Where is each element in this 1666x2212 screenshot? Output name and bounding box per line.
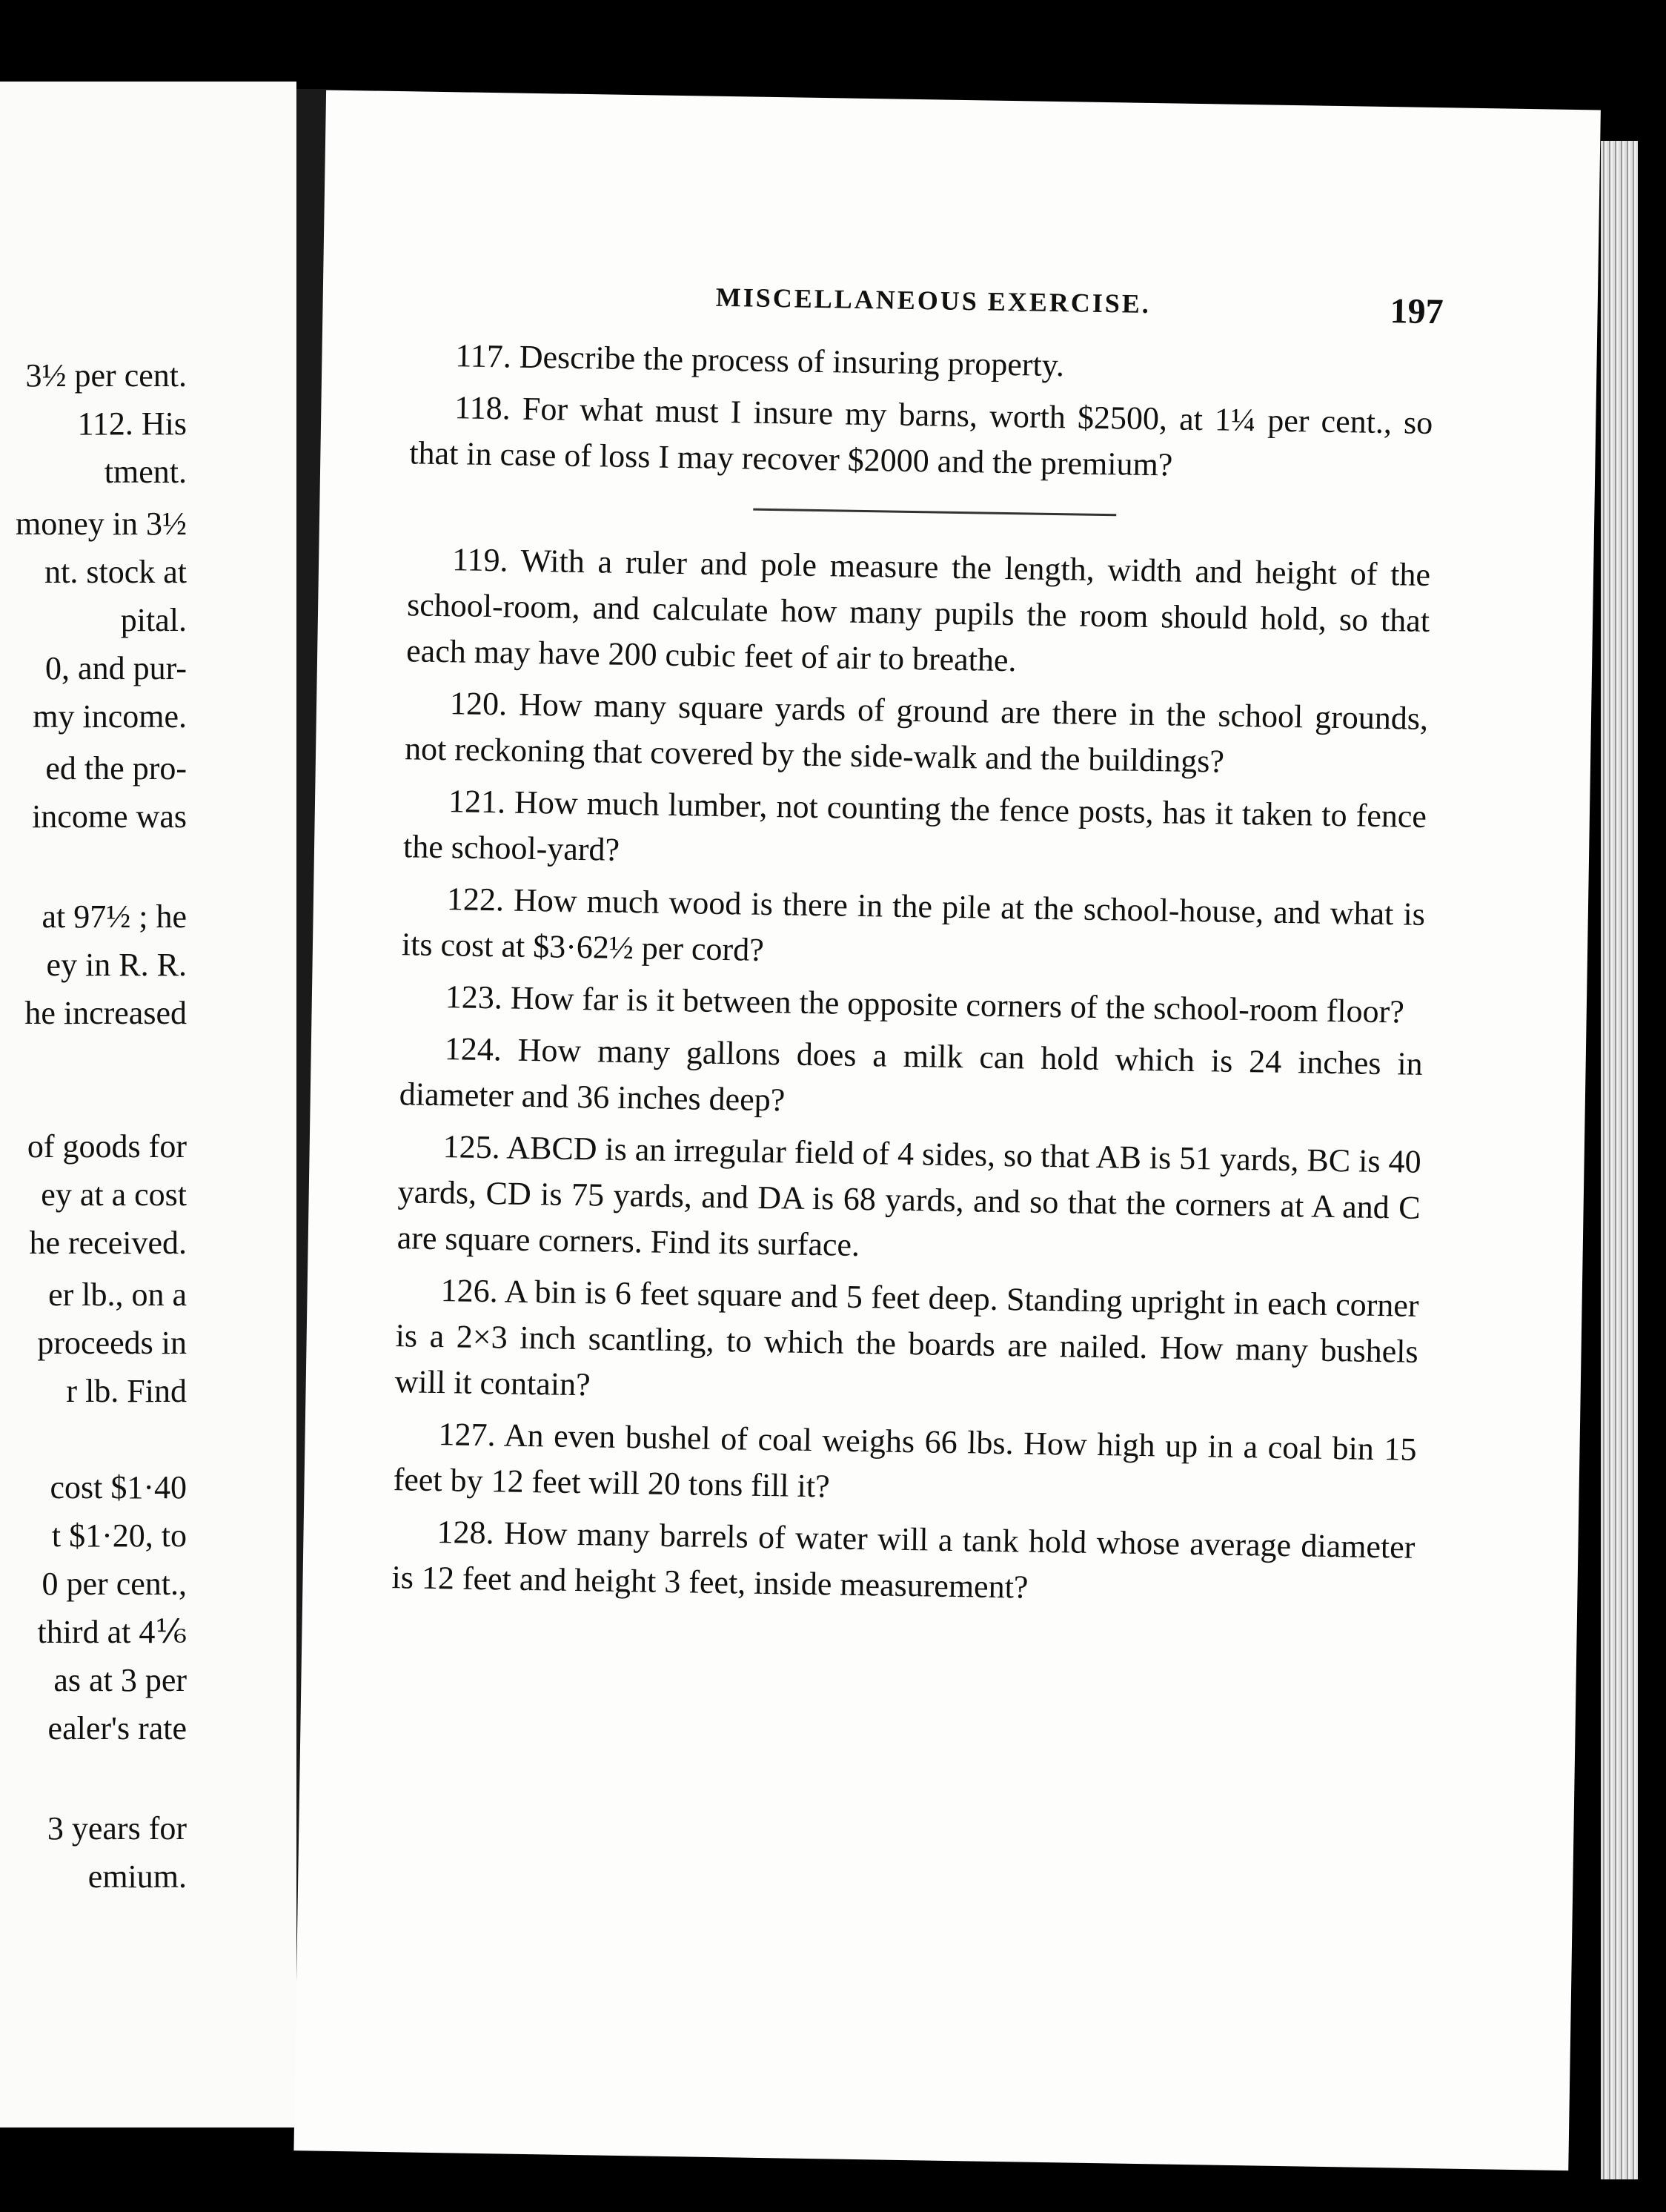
problem-number: 121. bbox=[448, 783, 506, 821]
left-text-line: ealer's rate bbox=[47, 1710, 187, 1746]
left-text-line: as at 3 per bbox=[53, 1662, 187, 1698]
problem-120 bbox=[405, 680, 1429, 788]
problem-list bbox=[391, 332, 1434, 1622]
left-text-line: ey at a cost bbox=[41, 1176, 187, 1213]
left-text-line: third at 4⅙ bbox=[37, 1614, 187, 1650]
left-text-line: emium. bbox=[87, 1858, 187, 1895]
left-text-line: cost $1·40 bbox=[50, 1469, 187, 1506]
problem-text: A bin is 6 feet square and 5 feet deep. Standing upright in each corner is a 2×3 inch scantling, to which the boards are nailed. How many bushels will it contain? bbox=[394, 1273, 1419, 1403]
problem-126 bbox=[394, 1267, 1419, 1421]
left-text-line: proceeds in bbox=[37, 1325, 187, 1361]
left-text-line: nt. stock at bbox=[44, 554, 187, 590]
problem-117 bbox=[411, 332, 1434, 394]
problem-124 bbox=[399, 1025, 1423, 1133]
left-text-line: of goods for bbox=[27, 1128, 187, 1165]
problem-119 bbox=[406, 536, 1431, 690]
left-text-line: ey in R. R. bbox=[46, 947, 187, 983]
left-text-line: he received. bbox=[29, 1225, 187, 1261]
problem-122 bbox=[402, 875, 1426, 984]
running-head: MISCELLANEOUS EXERCISE. bbox=[715, 282, 1152, 319]
problem-number: 122. bbox=[446, 881, 505, 918]
problem-number: 126. bbox=[440, 1272, 499, 1310]
left-text-line: he increased bbox=[24, 995, 187, 1031]
problem-text: How many square yards of ground are there in the school grounds, not reckoning that covered by the side-walk and the buildings? bbox=[404, 686, 1429, 780]
problem-number: 127. bbox=[438, 1416, 497, 1454]
left-text-line: 0 per cent., bbox=[42, 1566, 187, 1602]
problem-121 bbox=[403, 778, 1427, 886]
problem-text: ABCD is an irregular field of 4 sides, so that AB is 51 yards, BC is 40 yards, CD is 75 yards, and DA is 68 yards, and so that the corners at A and C are square corners. Find its surface. bbox=[396, 1129, 1421, 1263]
left-text-line: money in 3½ bbox=[16, 506, 187, 542]
problem-text: How many gallons does a milk can hold which is 24 inches in diameter and 36 inches deep? bbox=[399, 1031, 1424, 1119]
left-text-line: 0, and pur- bbox=[45, 650, 187, 686]
problem-text: How much wood is there in the pile at the school-house, and what is its cost at $3·62½ per cord? bbox=[401, 881, 1426, 968]
problem-123 bbox=[400, 973, 1424, 1036]
problem-118 bbox=[409, 384, 1433, 492]
left-text-line: r lb. Find bbox=[66, 1373, 187, 1409]
page-number: 197 bbox=[1390, 291, 1444, 332]
problem-number: 124. bbox=[444, 1030, 502, 1068]
problem-number: 120. bbox=[449, 685, 508, 723]
problem-text: With a ruler and pole measure the length, width and height of the school-room, and calculate how many pupils the room should hold, so that each may have 200 cubic feet of air to breathe. bbox=[405, 542, 1431, 679]
problem-text: An even bushel of coal weighs 66 lbs. How high up in a coal bin 15 feet by 12 feet will 20 tons fill it? bbox=[393, 1417, 1417, 1505]
section-divider bbox=[753, 509, 1116, 517]
left-text-line: 3½ per cent. bbox=[25, 357, 187, 394]
problem-text: How much lumber, not counting the fence posts, has it taken to fence the school-yard? bbox=[402, 784, 1427, 868]
right-page bbox=[293, 90, 1600, 2170]
left-text-line: income was bbox=[32, 798, 187, 835]
problem-number: 118. bbox=[454, 389, 511, 427]
page-edges bbox=[1601, 141, 1638, 2179]
left-text-line: tment. bbox=[104, 454, 187, 490]
left-page bbox=[0, 82, 296, 2127]
problem-number: 117. bbox=[455, 337, 512, 375]
left-text-line: at 97½ ; he bbox=[42, 898, 187, 935]
problem-number: 119. bbox=[451, 541, 508, 579]
left-text-line: er lb., on a bbox=[48, 1276, 187, 1313]
problem-text: For what must I insure my barns, worth $2500, at 1¼ per cent., so that in case of loss I may recover $2000 and the premium? bbox=[409, 390, 1433, 483]
problem-text: How many barrels of water will a tank hold whose average diameter is 12 feet and height 3 feet, inside measurement? bbox=[391, 1514, 1416, 1606]
problem-125 bbox=[396, 1123, 1421, 1277]
left-text-line: 112. His bbox=[77, 405, 187, 442]
problem-number: 123. bbox=[445, 978, 503, 1016]
problem-text: Describe the process of insuring property. bbox=[519, 338, 1065, 384]
left-text-line: pital. bbox=[120, 602, 187, 638]
problem-number: 128. bbox=[437, 1514, 494, 1552]
problem-number: 125. bbox=[442, 1128, 501, 1166]
left-text-line: t $1·20, to bbox=[51, 1517, 187, 1554]
left-text-line: ed the pro- bbox=[45, 750, 187, 787]
left-text-line: my income. bbox=[33, 698, 187, 735]
problem-128 bbox=[391, 1509, 1416, 1617]
problem-text: How far is it between the opposite corners of the school-room floor? bbox=[510, 979, 1405, 1030]
left-text-line: 3 years for bbox=[47, 1810, 187, 1847]
problem-127 bbox=[393, 1411, 1417, 1519]
